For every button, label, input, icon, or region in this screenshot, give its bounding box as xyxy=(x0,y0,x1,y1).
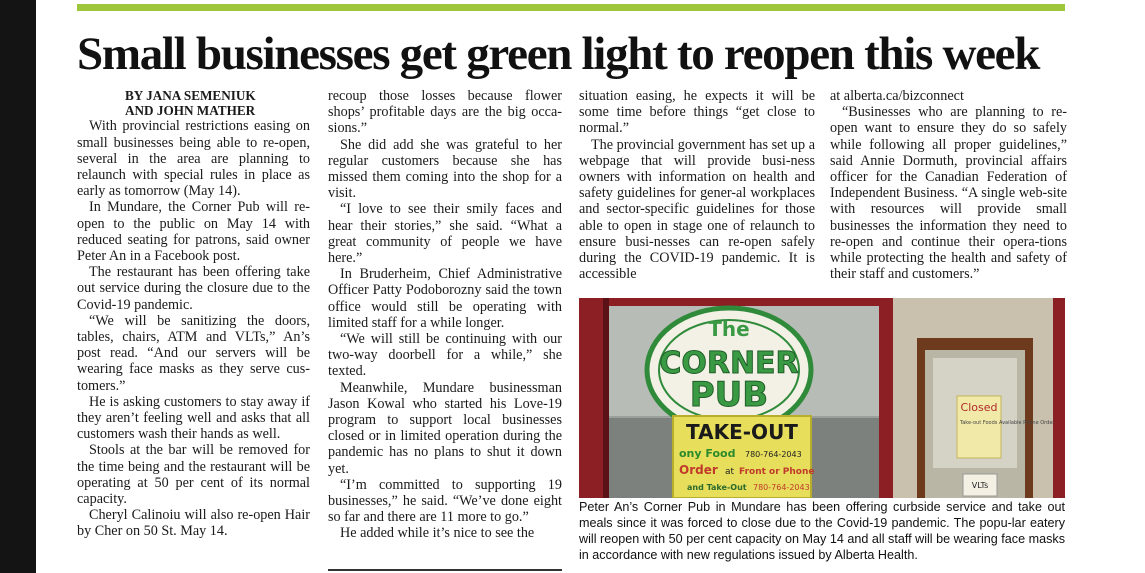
logo-text-corner: CORNER xyxy=(659,346,799,381)
takeout-sign-line1: ony Food xyxy=(679,447,736,460)
pub-logo xyxy=(647,308,811,432)
paragraph: He added while it’s nice to see the xyxy=(340,525,535,542)
article-column-2 xyxy=(328,88,562,542)
logo-text-pub: PUB xyxy=(689,375,769,415)
paragraph: Cheryl Calinoiu will also re-open Hair by Cher on 50 St. May 14. xyxy=(77,507,310,540)
paragraph: at alberta.ca/bizconnect xyxy=(830,88,964,104)
photo-caption: Peter An’s Corner Pub in Mundare has been offering curbside service and take out meals since it was forced to close due to the Covid-19 pandemic. The popu-lar eatery will reopen with 50 per cent capacity on May 14 and all staff will be wearing face masks in accordance with new regulations issued by Alberta Health. xyxy=(579,500,1065,562)
logo-text-the: The xyxy=(708,317,750,341)
paragraph: “I love to see their smily faces and hear their stories,” she said. “What a great community of people we have here.” xyxy=(328,201,562,267)
takeout-sign-order: Order xyxy=(679,463,718,477)
paragraph: recoup those losses because flower shops’ profitable days are the big occa-sions.” xyxy=(328,88,562,137)
paragraph: The provincial government has set up a webpage that will provide busi-ness owners with information on health and safety guidelines for gener-al workplaces and sector-specific guidelines for those able to open in stage one of relaunch to ensure busi-nesses can re-open safely during the COVID-19 pandemic. It is accessible xyxy=(579,136,815,283)
paragraph: “I’m committed to supporting 19 businesses,” he said. “We’ve done eight so far and there are 11 more to go.” xyxy=(328,476,562,526)
paragraph: With provincial restrictions easing on small businesses being able to re-open, several in the area are planning to relaunch with special rules in place as early as tomorrow (May 14). xyxy=(77,118,310,200)
takeout-sign xyxy=(673,416,815,498)
photo-illustration xyxy=(579,298,1065,498)
paragraph: He is asking customers to stay away if they aren’t feeling well and asks that all customers wash their hands as well. xyxy=(77,393,310,443)
paragraph: Stools at the bar will be removed for the time being and the restaurant will be operating at 50 per cent of its normal capacity. xyxy=(77,442,310,508)
byline-line-2: AND JOHN MATHER xyxy=(125,103,256,119)
vlt-sign-text: VLTs xyxy=(971,481,989,490)
closed-sign-title: Closed xyxy=(960,401,998,414)
vlt-sign xyxy=(963,474,997,496)
article-column-3 xyxy=(579,88,815,282)
takeout-sign-phone1: 780-764-2043 xyxy=(745,450,802,459)
takeout-sign-title: TAKE-OUT xyxy=(686,420,798,444)
paragraph: The restaurant has been offering take out service during the closure due to the Covid-19 pandemic. xyxy=(77,264,310,313)
page-edge-shadow xyxy=(0,0,36,573)
paragraph: In Mundare, the Corner Pub will re-open to the public on May 14 with reduced seating for patrons, said owner Peter An in a Facebook post. xyxy=(77,199,310,265)
paragraph: situation easing, he expects it will be some time before things “get close to normal.” xyxy=(579,88,815,137)
closed-sign-text: Take-out Foods Available Phone Order xyxy=(960,420,1055,426)
byline-line-1: BY JANA SEMENIUK xyxy=(125,88,256,103)
takeout-sign-at: at xyxy=(725,467,735,477)
headline: Small businesses get green light to reopen this week xyxy=(77,28,1040,80)
article-column-4 xyxy=(830,88,1067,282)
paragraph: “We will be sanitizing the doors, tables, chairs, ATM and VLTs,” An’s post read. “And our servers will be wearing face masks as they serve cus-tomers.” xyxy=(77,312,310,394)
section-rule xyxy=(77,4,1065,11)
article-column-1 xyxy=(77,88,310,540)
takeout-sign-front-phone: Front or Phone xyxy=(739,467,815,477)
paragraph: In Bruderheim, Chief Administrative Officer Patty Podoborozny said the town office would still be operating with limited staff for a while longer. xyxy=(328,266,562,331)
storefront-photo xyxy=(579,298,1065,498)
paragraph: Meanwhile, Mundare businessman Jason Kowal who started his Love-19 program to support local businesses closed or in limited operation during the pandemic has no plans to shut it down yet. xyxy=(328,379,562,477)
paragraph: “Businesses who are planning to re-open want to ensure they do so safely while following all proper guidelines,” said Annie Dormuth, provincial affairs officer for the Canadian Federation of Independent Business. “A single web-site with resources will provide small businesses the information they need to re-open and continue their opera-tions while protecting the health and safety of their staff and customers.” xyxy=(830,104,1067,283)
takeout-sign-line3: and Take-Out xyxy=(687,483,747,492)
takeout-sign-phone2: 780-764-2043 xyxy=(753,483,810,492)
byline xyxy=(77,88,310,118)
paragraph: She did add she was grateful to her regular customers because she has missed them coming into the shop for a visit. xyxy=(328,136,562,202)
column-end-rule xyxy=(328,569,562,571)
paragraph: “We will still be continuing with our two-way doorbell for a while,” she texted. xyxy=(328,331,562,380)
